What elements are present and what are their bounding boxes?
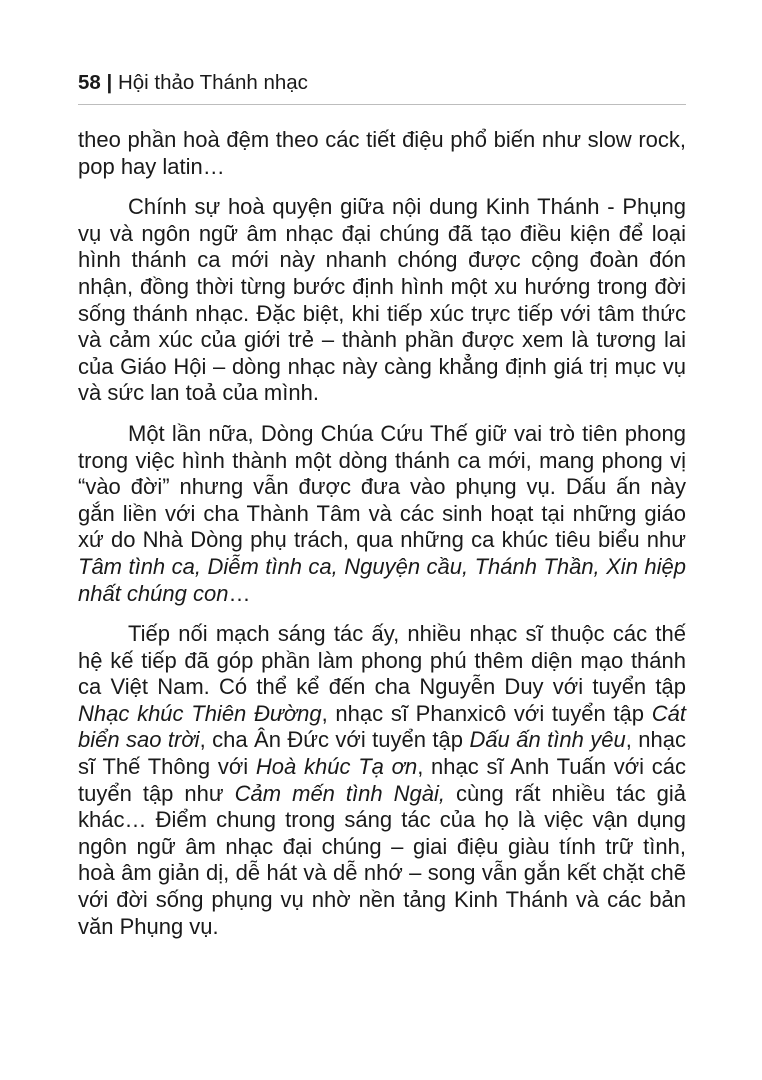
collection-title-italic: Nhạc khúc Thiên Đường [78,700,322,726]
running-header [78,70,686,105]
text-run: , nhạc sĩ Thế Thông với [78,727,687,780]
paragraph [78,621,686,940]
text-run: theo phần hoà đệm theo các tiết điệu phổ biến như slow rock, pop hay latin… [78,127,686,179]
collection-title-italic: Dấu ấn tình yêu [469,727,626,753]
collection-title-italic: Cảm mến tình Ngài, [234,780,446,806]
collection-title-italic: Cát biển sao trời [78,700,686,753]
text-run: , nhạc sĩ Phanxicô với tuyển tập [321,700,652,726]
text-run: , cha Ân Đức với tuyển tập [199,727,470,753]
text-run: … [228,580,251,606]
header-separator: | [106,71,118,94]
text-run: , nhạc sĩ Anh Tuấn với các tuyển tập như [78,754,687,806]
book-title: Hội thảo Thánh nhạc [117,71,308,94]
collection-title-italic: Hoà khúc Tạ ơn [255,754,418,780]
text-run: cùng rất nhiều tác giả khác… Điểm chung trong sáng tác của họ là việc vận dụng ngôn ngữ âm nhạc đại chúng – giai điệu giàu tính trữ tình, hoà âm giản dị, dễ hát và dễ nhớ – song vẫn gắn kết chặt chẽ với đời sống phụng vụ nhờ nền tảng Kinh Thánh và các bản văn Phụng vụ. [78,780,687,939]
text-run: Chính sự hoà quyện giữa nội dung Kinh Thánh - Phụng vụ và ngôn ngữ âm nhạc đại chúng đã tạo điều kiện để loại hình thánh ca mới này nhanh chóng được cộng đoàn đón nhận, đồng thời từng bước định hình một xu hướng trong đời sống thánh nhạc. Đặc biệt, khi tiếp xúc trực tiếp với tâm thức và cảm xúc của giới trẻ – thành phần được xem là tương lai của Giáo Hội – dòng nhạc này càng khẳng định giá trị mục vụ và sức lan toả của mình. [78,194,686,406]
book-page [78,70,686,954]
text-run: Tiếp nối mạch sáng tác ấy, nhiều nhạc sĩ thuộc các thế hệ kế tiếp đã góp phần làm phong phú thêm diện mạo thánh ca Việt Nam. Có thể kể đến cha Nguyễn Duy với tuyển tập [78,621,686,700]
paragraph [78,194,686,407]
paragraph-continuation [78,127,686,180]
body-text [78,127,686,940]
page-number: 58 [78,71,107,94]
song-titles-italic: Tâm tình ca, Diễm tình ca, Nguyện cầu, Thánh Thần, Xin hiệp nhất chúng con [78,553,686,606]
text-run: Một lần nữa, Dòng Chúa Cứu Thế giữ vai trò tiên phong trong việc hình thành một dòng thánh ca mới, mang phong vị “vào đời” nhưng vẫn được đưa vào phụng vụ. Dấu ấn này gắn liền với cha Thành Tâm và các sinh hoạt tại những giáo xứ do Nhà Dòng phụ trách, qua những ca khúc tiêu biểu như [78,420,686,553]
paragraph [78,421,686,607]
